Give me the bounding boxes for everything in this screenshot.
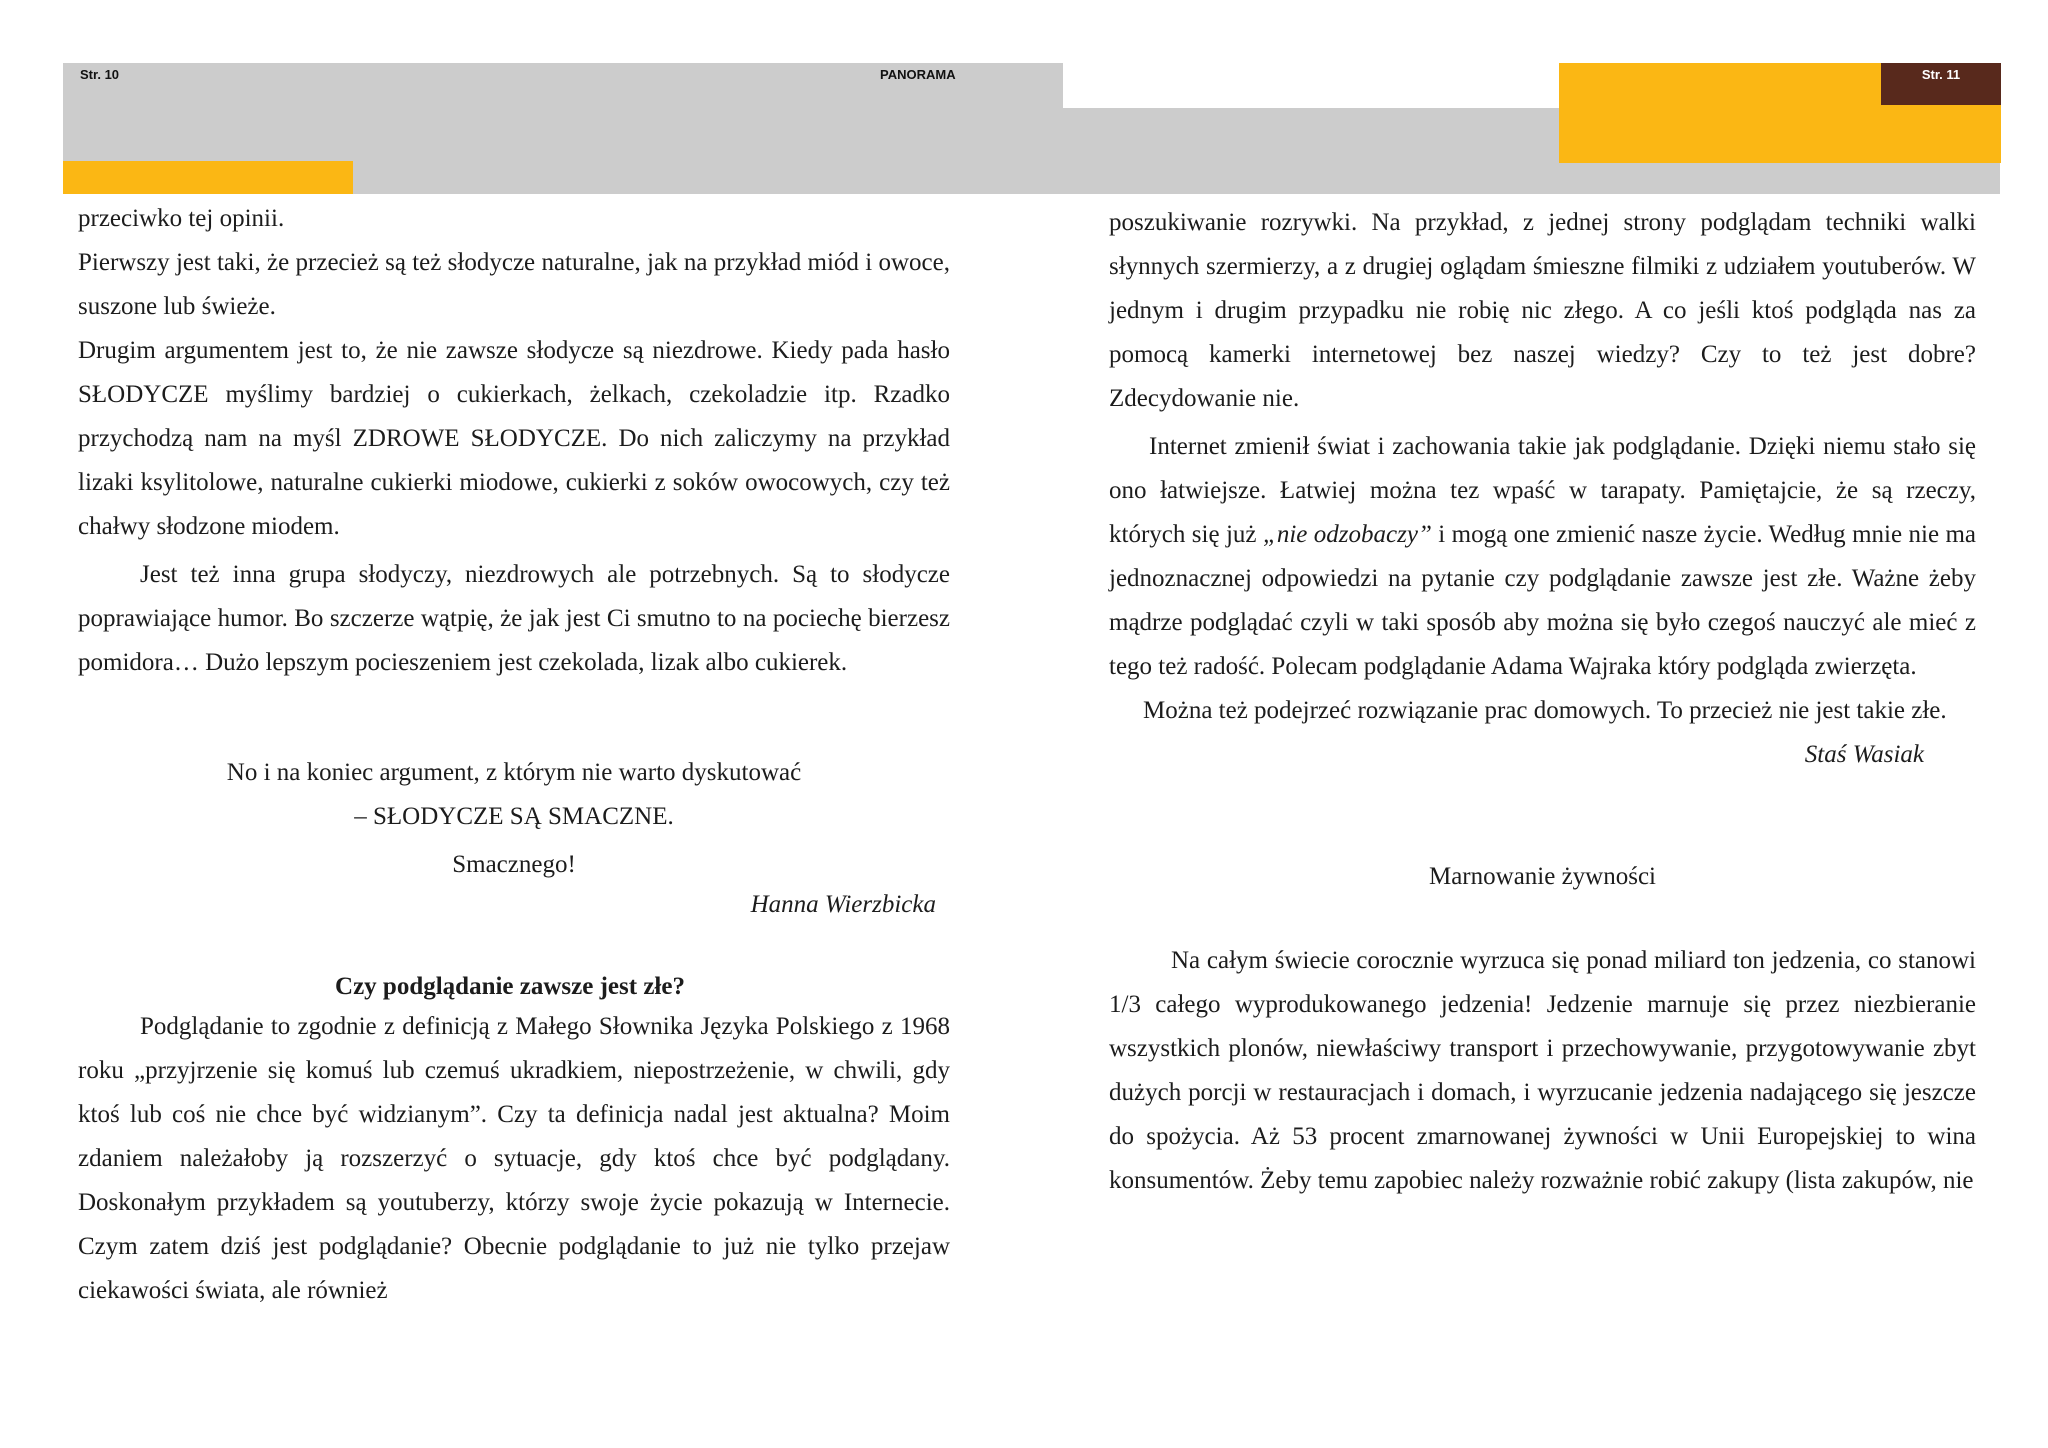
right-column [1109, 201, 1976, 1203]
page-number-left: Str. 10 [80, 67, 120, 82]
page-number-right: Str. 11 [1921, 67, 1961, 82]
closing-line: – SŁODYCZE SĄ SMACZNE. [354, 803, 674, 830]
paragraph-text: Internet zmienił świat i zachowania takie jak podglądanie. Dzięki niemu stało się ono łatwiejsze. Łatwiej można tez wpaść w tarapaty. Pamiętajcie, że są rzeczy, których się już [1109, 433, 1976, 548]
paragraph: przeciwko tej opinii. [78, 205, 285, 232]
paragraph: Podglądanie to zgodnie z definicją z Małego Słownika Języka Polskiego z 1968 roku „przyjrzenie się komuś lub czemuś ukradkiem, niepostrzeżenie, w chwili, gdy ktoś lub coś nie chce być widzianym”. Czy ta definicja nadal jest aktualna? Moim zdaniem należałoby ją rozszerzyć o sytuacje, gdy ktoś chce być podglądany. Doskonałym przykładem są youtuberzy, którzy swoje życie pokazują w Internecie. Czym zatem dziś jest podglądanie? Obecnie podglądanie to już nie tylko przejaw ciekawości świata, ale również [78, 1013, 950, 1304]
magazine-title: PANORAMA [880, 67, 956, 82]
article-title: Czy podglądanie zawsze jest złe? [335, 973, 685, 1000]
paragraph: poszukiwanie rozrywki. Na przykład, z jednej strony podglądam techniki walki słynnych szermierzy, a z drugiej oglądam śmieszne filmiki z udziałem youtuberów. W jednym i drugim przypadku nie robię nic złego. A co jeśli ktoś podgląda nas za pomocą kamerki internetowej bez naszej wiedzy? Czy to też jest dobre? Zdecydowanie nie. [1109, 209, 1976, 412]
paragraph-text: i mogą one zmienić nasze życie. Według mnie nie ma jednoznacznej odpowiedzi na pytanie czy podglądanie zawsze jest złe. Ważne żeby mądrze podglądać czyli w taki sposób aby można się było czegoś nauczyć ale mieć z tego też radość. Polecam podglądanie Adama Wajraka który podgląda zwierzęta. [1109, 521, 1977, 680]
paragraph: Drugim argumentem jest to, że nie zawsze słodycze są niezdrowe. Kiedy pada hasło SŁODYCZE myślimy bardziej o cukierkach, żelkach, czekoladzie itp. Rzadko przychodzą nam na myśl ZDROWE SŁODYCZE. Do nich zaliczymy na przykład lizaki ksylitolowe, naturalne cukierki miodowe, cukierki z soków owocowych, czy też chałwy słodzone miodem. [78, 337, 950, 540]
quote: „nie odzobaczy” [1262, 521, 1432, 548]
paragraph [1109, 425, 1976, 689]
paragraph: Na całym świecie corocznie wyrzuca się ponad miliard ton jedzenia, co stanowi 1/3 całego wyprodukowanego jedzenia! Jedzenie marnuje się przez niezbieranie wszystkich plonów, niewłaściwy transport i przechowywanie, przygotowywanie zbyt dużych porcji w restauracjach i domach, i wyrzucanie jedzenia nadającego się jeszcze do spożycia. Aż 53 procent zmarnowanej żywności w Unii Europejskiej to wina konsumentów. Żeby temu zapobiec należy rozważnie robić zakupy (lista zakupów, nie [1109, 947, 1976, 1194]
closing-line: Smacznego! [452, 851, 576, 878]
article-title: Marnowanie żywności [1428, 863, 1656, 890]
header-accent-left [63, 161, 353, 194]
author-signature: Hanna Wierzbicka [750, 891, 936, 918]
paragraph: Można też podejrzeć rozwiązanie prac domowych. To przecież nie jest takie złe. [1143, 697, 1947, 724]
author-signature: Staś Wasiak [1804, 741, 1924, 768]
closing-line: No i na koniec argument, z którym nie warto dyskutować [226, 759, 802, 786]
paragraph: Pierwszy jest taki, że przecież są też słodycze naturalne, jak na przykład miód i owoce, suszone lub świeże. [78, 249, 950, 320]
left-column [78, 197, 950, 1313]
paragraph: Jest też inna grupa słodyczy, niezdrowych ale potrzebnych. Są to słodycze poprawiające humor. Bo szczerze wątpię, że jak jest Ci smutno to na pociechę bierzesz pomidora… Dużo lepszym pocieszeniem jest czekolada, lizak albo cukierek. [78, 561, 950, 676]
